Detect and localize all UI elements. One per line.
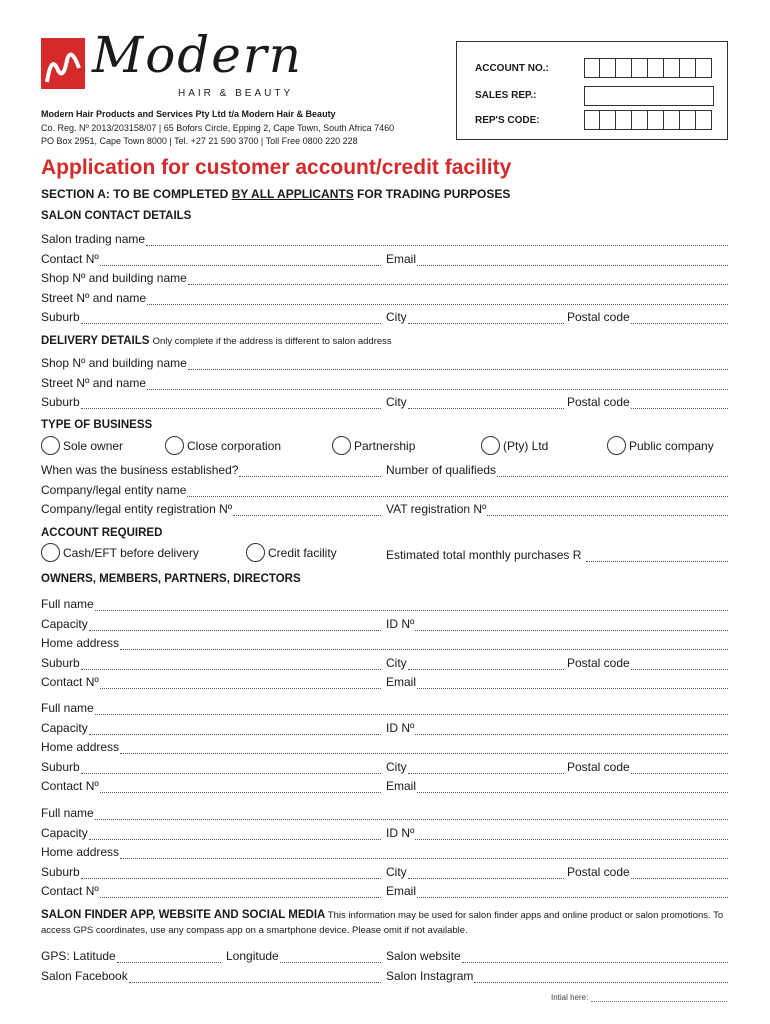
- owner-1-contact-no-field[interactable]: [41, 673, 381, 689]
- owner-1-id-no-label: ID Nº: [386, 617, 415, 631]
- salon-trading-name-field[interactable]: Salon trading name: [41, 230, 728, 246]
- owner-3-full-name-field[interactable]: [41, 804, 728, 820]
- delivery-heading: DELIVERY DETAILS Only complete if the address is different to salon address: [41, 335, 392, 347]
- owner-3-postal-field[interactable]: [567, 863, 728, 879]
- account-no-input[interactable]: [584, 58, 712, 78]
- finder-section: [41, 908, 731, 938]
- logo-m-icon: [41, 38, 85, 89]
- owner-2-suburb-label: Suburb: [41, 760, 80, 774]
- owner-2-contact-no-field[interactable]: [41, 777, 381, 793]
- salon-city-field[interactable]: City: [386, 308, 564, 324]
- pty-ltd-checkbox[interactable]: (Pty) Ltd: [481, 436, 548, 455]
- owner-2-email-field[interactable]: [386, 777, 728, 793]
- salon-shop-building-field[interactable]: Shop Nº and building name: [41, 269, 728, 285]
- owner-1-email-field[interactable]: [386, 673, 728, 689]
- sales-rep-input[interactable]: [584, 86, 714, 106]
- company-contact: PO Box 2951, Cape Town 8000 | Tel. +27 21 590 3700 | Toll Free 0800 220 228: [41, 136, 358, 146]
- owner-3-capacity-field[interactable]: [41, 824, 381, 840]
- page-title: Application for customer account/credit facility: [41, 156, 512, 179]
- owner-1-capacity-field[interactable]: [41, 615, 381, 631]
- owner-1-full-name-label: Full name: [41, 597, 94, 611]
- vat-registration-field[interactable]: VAT registration Nº: [386, 500, 728, 516]
- owner-1-full-name-field[interactable]: [41, 595, 728, 611]
- close-corporation-checkbox[interactable]: Close corporation: [165, 436, 281, 455]
- initial-here-field[interactable]: Intial here:: [551, 993, 727, 1002]
- reps-code-input[interactable]: [584, 110, 712, 130]
- owner-2-contact-no-label: Contact Nº: [41, 779, 99, 793]
- section-a-heading: SECTION A: TO BE COMPLETED BY ALL APPLICANTS FOR TRADING PURPOSES: [41, 187, 511, 201]
- gps-longitude-field[interactable]: Longitude: [226, 947, 381, 963]
- owner-2-postal-label: Postal code: [567, 760, 630, 774]
- owner-1-city-field[interactable]: [386, 654, 564, 670]
- owner-2-id-no-label: ID Nº: [386, 721, 415, 735]
- owner-3-id-no-field[interactable]: [386, 824, 728, 840]
- gps-latitude-field[interactable]: GPS: Latitude: [41, 947, 221, 963]
- owner-2-email-label: Email: [386, 779, 417, 793]
- cash-eft-checkbox[interactable]: Cash/EFT before delivery: [41, 543, 199, 562]
- owner-3-email-label: Email: [386, 884, 417, 898]
- credit-facility-checkbox[interactable]: Credit facility: [246, 543, 337, 562]
- owner-2-full-name-label: Full name: [41, 701, 94, 715]
- owner-3-home-address-label: Home address: [41, 845, 120, 859]
- owner-3-full-name-label: Full name: [41, 806, 94, 820]
- owner-2-id-no-field[interactable]: [386, 719, 728, 735]
- estimated-purchases-field[interactable]: Estimated total monthly purchases R: [386, 546, 728, 562]
- delivery-postal-field[interactable]: Postal code: [567, 393, 728, 409]
- owner-1-email-label: Email: [386, 675, 417, 689]
- owner-3-city-field[interactable]: [386, 863, 564, 879]
- business-type-heading: TYPE OF BUSINESS: [41, 419, 153, 431]
- owner-3-city-label: City: [386, 865, 407, 879]
- account-no-label: ACCOUNT NO.:: [475, 63, 549, 74]
- owner-2-city-label: City: [386, 760, 407, 774]
- owner-1-home-address-field[interactable]: [41, 634, 728, 650]
- finder-description: This information may be used for salon finder apps and online product or salon promotions. To access GPS coordinates, use any compass app on a smartphone device. Please omit if not available.: [41, 910, 724, 936]
- owner-2-city-field[interactable]: [386, 758, 564, 774]
- sales-rep-label: SALES REP.:: [475, 90, 537, 101]
- owner-1-city-label: City: [386, 656, 407, 670]
- owner-3-capacity-label: Capacity: [41, 826, 88, 840]
- owner-3-home-address-field[interactable]: [41, 843, 728, 859]
- owner-1-contact-no-label: Contact Nº: [41, 675, 99, 689]
- owner-1-postal-field[interactable]: [567, 654, 728, 670]
- salon-email-field[interactable]: Email: [386, 250, 728, 266]
- owner-2-suburb-field[interactable]: [41, 758, 381, 774]
- partnership-checkbox[interactable]: Partnership: [332, 436, 415, 455]
- owner-3-suburb-field[interactable]: [41, 863, 381, 879]
- owners-heading: OWNERS, MEMBERS, PARTNERS, DIRECTORS: [41, 573, 301, 585]
- entity-name-field[interactable]: Company/legal entity name: [41, 481, 728, 497]
- finder-heading: SALON FINDER APP, WEBSITE AND SOCIAL MEDIA: [41, 909, 326, 921]
- owner-3-contact-no-field[interactable]: [41, 882, 381, 898]
- owner-2-home-address-label: Home address: [41, 740, 120, 754]
- owner-3-postal-label: Postal code: [567, 865, 630, 879]
- delivery-city-field[interactable]: City: [386, 393, 564, 409]
- public-company-checkbox[interactable]: Public company: [607, 436, 714, 455]
- owner-2-home-address-field[interactable]: [41, 738, 728, 754]
- owner-1-id-no-field[interactable]: [386, 615, 728, 631]
- company-name: Modern Hair Products and Services Pty Ltd t/a Modern Hair & Beauty: [41, 109, 336, 119]
- delivery-street-field[interactable]: Street Nº and name: [41, 374, 728, 390]
- logo-subtitle: HAIR & BEAUTY: [178, 88, 294, 99]
- account-required-heading: ACCOUNT REQUIRED: [41, 527, 163, 539]
- salon-contact-heading: SALON CONTACT DETAILS: [41, 210, 192, 222]
- reps-code-label: REP'S CODE:: [475, 115, 540, 126]
- delivery-shop-building-field[interactable]: Shop Nº and building name: [41, 354, 728, 370]
- owner-2-capacity-field[interactable]: [41, 719, 381, 735]
- salon-postal-field[interactable]: Postal code: [567, 308, 728, 324]
- owner-2-capacity-label: Capacity: [41, 721, 88, 735]
- owner-2-postal-field[interactable]: [567, 758, 728, 774]
- company-registration: Co. Reg. Nº 2013/203158/07 | 65 Bofors Circle, Epping 2, Cape Town, South Africa 7460: [41, 123, 395, 133]
- owner-3-contact-no-label: Contact Nº: [41, 884, 99, 898]
- owner-1-home-address-label: Home address: [41, 636, 120, 650]
- owner-2-full-name-field[interactable]: [41, 699, 728, 715]
- number-of-qualifieds-field[interactable]: Number of qualifieds: [386, 461, 728, 477]
- owner-3-suburb-label: Suburb: [41, 865, 80, 879]
- salon-street-field[interactable]: Street Nº and name: [41, 289, 728, 305]
- logo-wordmark: Modern: [92, 26, 303, 84]
- salon-instagram-field[interactable]: Salon Instagram: [386, 967, 728, 983]
- delivery-suburb-field[interactable]: Suburb: [41, 393, 381, 409]
- owner-1-capacity-label: Capacity: [41, 617, 88, 631]
- owner-1-postal-label: Postal code: [567, 656, 630, 670]
- salon-facebook-field[interactable]: Salon Facebook: [41, 967, 381, 983]
- salon-suburb-field[interactable]: Suburb: [41, 308, 381, 324]
- owner-1-suburb-field[interactable]: [41, 654, 381, 670]
- salon-contact-no-field[interactable]: Contact Nº: [41, 250, 381, 266]
- sole-owner-checkbox[interactable]: Sole owner: [41, 436, 123, 455]
- owner-3-email-field[interactable]: [386, 882, 728, 898]
- entity-registration-field[interactable]: Company/legal entity registration Nº: [41, 500, 381, 516]
- salon-website-field[interactable]: Salon website: [386, 947, 728, 963]
- business-established-field[interactable]: When was the business established?: [41, 461, 381, 477]
- owner-3-id-no-label: ID Nº: [386, 826, 415, 840]
- owner-1-suburb-label: Suburb: [41, 656, 80, 670]
